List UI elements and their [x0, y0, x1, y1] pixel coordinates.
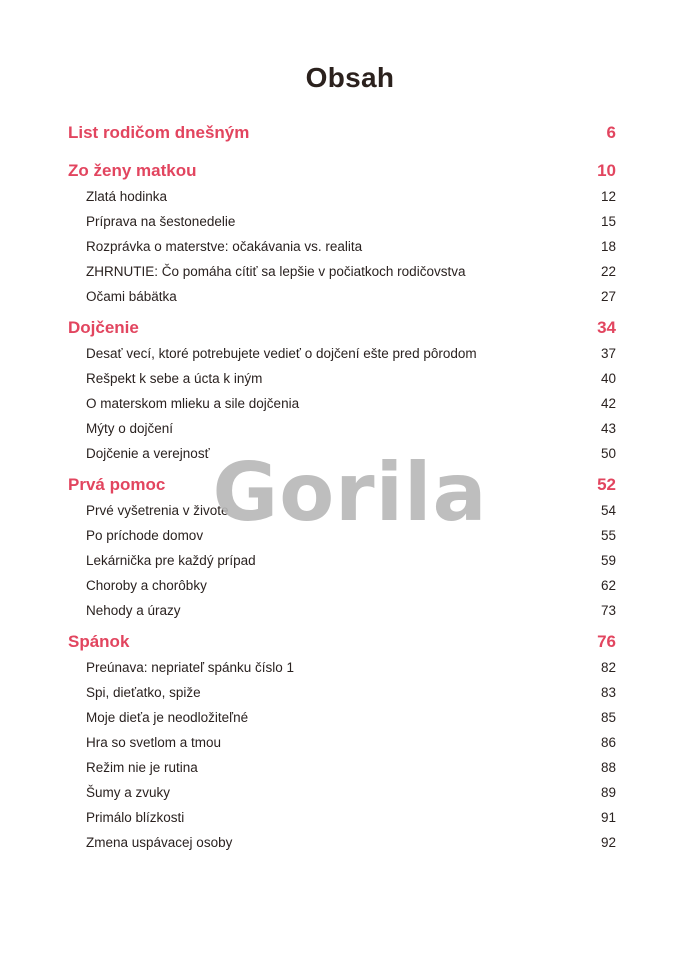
entry-page-number: 89: [600, 785, 616, 800]
entry-title: Po príchode domov: [86, 528, 204, 543]
toc-entry[interactable]: [68, 209, 616, 234]
entry-title: Rozprávka o materstve: očakávania vs. realita: [86, 239, 363, 254]
entry-title: Režim nie je rutina: [86, 760, 198, 775]
section-heading[interactable]: [68, 629, 616, 655]
entry-page-number: 12: [600, 189, 616, 204]
entry-page-number: 88: [600, 760, 616, 775]
entry-page-number: 85: [600, 710, 616, 725]
entry-page-number: 42: [600, 396, 616, 411]
toc-entry[interactable]: [68, 805, 616, 830]
section-title: Zo ženy matkou: [68, 161, 197, 180]
page-title: Obsah: [305, 62, 395, 93]
section-title: Prvá pomoc: [68, 475, 166, 494]
entry-page-number: 86: [600, 735, 616, 750]
section-title: Dojčenie: [68, 318, 139, 337]
section-page-number: 10: [597, 161, 616, 180]
entry-title: Desať vecí, ktoré potrebujete vedieť o dojčení ešte pred pôrodom: [86, 346, 477, 361]
toc-entry[interactable]: [68, 755, 616, 780]
entry-title: Choroby a chorôbky: [86, 578, 207, 593]
entry-title: Zlatá hodinka: [86, 189, 168, 204]
entry-page-number: 40: [600, 371, 616, 386]
toc-entry[interactable]: [68, 780, 616, 805]
toc-entry[interactable]: [68, 680, 616, 705]
section-page-number: 34: [597, 318, 616, 337]
entry-title: Očami bábätka: [86, 289, 177, 304]
entry-page-number: 59: [600, 553, 616, 568]
entry-title: Dojčenie a verejnosť: [86, 446, 210, 461]
toc-entry[interactable]: [68, 234, 616, 259]
entry-title: Prvé vyšetrenia v živote: [86, 503, 229, 518]
section-heading[interactable]: [68, 315, 616, 341]
entry-title: Spi, dieťatko, spiže: [86, 685, 201, 700]
toc-entry[interactable]: [68, 341, 616, 366]
entry-title: Moje dieťa je neodložiteľné: [86, 710, 249, 725]
entry-page-number: 73: [600, 603, 616, 618]
toc-entry[interactable]: [68, 830, 616, 855]
toc-entry[interactable]: [68, 391, 616, 416]
entry-page-number: 43: [600, 421, 616, 436]
entry-title: Rešpekt k sebe a úcta k iným: [86, 371, 263, 386]
entry-title: Hra so svetlom a tmou: [86, 735, 222, 750]
toc-entry[interactable]: [68, 184, 616, 209]
entry-page-number: 91: [600, 810, 616, 825]
entry-title: O materskom mlieku a sile dojčenia: [86, 396, 300, 411]
section-page-number: 6: [606, 123, 616, 142]
toc-entry[interactable]: [68, 598, 616, 623]
entry-page-number: 22: [600, 264, 616, 279]
toc-entry[interactable]: [68, 573, 616, 598]
entry-page-number: 55: [600, 528, 616, 543]
section-heading[interactable]: [68, 158, 616, 184]
entry-page-number: 27: [600, 289, 616, 304]
watermark-logo: Gorila: [212, 446, 488, 539]
entry-title: Príprava na šestonedelie: [86, 214, 236, 229]
entry-page-number: 62: [600, 578, 616, 593]
toc-entry[interactable]: [68, 259, 616, 284]
toc-entry[interactable]: [68, 655, 616, 680]
entry-page-number: 92: [600, 835, 616, 850]
entry-title: Preúnava: nepriateľ spánku číslo 1: [86, 660, 295, 675]
entry-title: Primálo blízkosti: [86, 810, 185, 825]
toc-entry[interactable]: [68, 366, 616, 391]
entry-page-number: 18: [600, 239, 616, 254]
entry-page-number: 83: [600, 685, 616, 700]
section-title: List rodičom dnešným: [68, 123, 250, 142]
entry-title: Šumy a zvuky: [86, 785, 171, 800]
toc-entry[interactable]: [68, 284, 616, 309]
entry-title: Lekárnička pre každý prípad: [86, 553, 256, 568]
toc-entry[interactable]: [68, 730, 616, 755]
section-title: Spánok: [68, 632, 130, 651]
toc-entry[interactable]: [68, 705, 616, 730]
entry-page-number: 82: [600, 660, 616, 675]
entry-title: Zmena uspávacej osoby: [86, 835, 233, 850]
entry-page-number: 50: [600, 446, 616, 461]
toc-entry[interactable]: [68, 416, 616, 441]
section-page-number: 52: [597, 475, 616, 494]
entry-page-number: 15: [600, 214, 616, 229]
entry-title: ZHRNUTIE: Čo pomáha cítiť sa lepšie v počiatkoch rodičovstva: [86, 264, 466, 279]
toc-section: [68, 120, 616, 146]
section-page-number: 76: [597, 632, 616, 651]
entry-title: Nehody a úrazy: [86, 603, 181, 618]
toc-section: [68, 629, 616, 855]
toc-section: [68, 158, 616, 309]
section-heading[interactable]: [68, 120, 616, 146]
toc-section: [68, 315, 616, 466]
entry-page-number: 54: [600, 503, 616, 518]
entry-page-number: 37: [600, 346, 616, 361]
toc-entry[interactable]: [68, 548, 616, 573]
entry-title: Mýty o dojčení: [86, 421, 174, 436]
